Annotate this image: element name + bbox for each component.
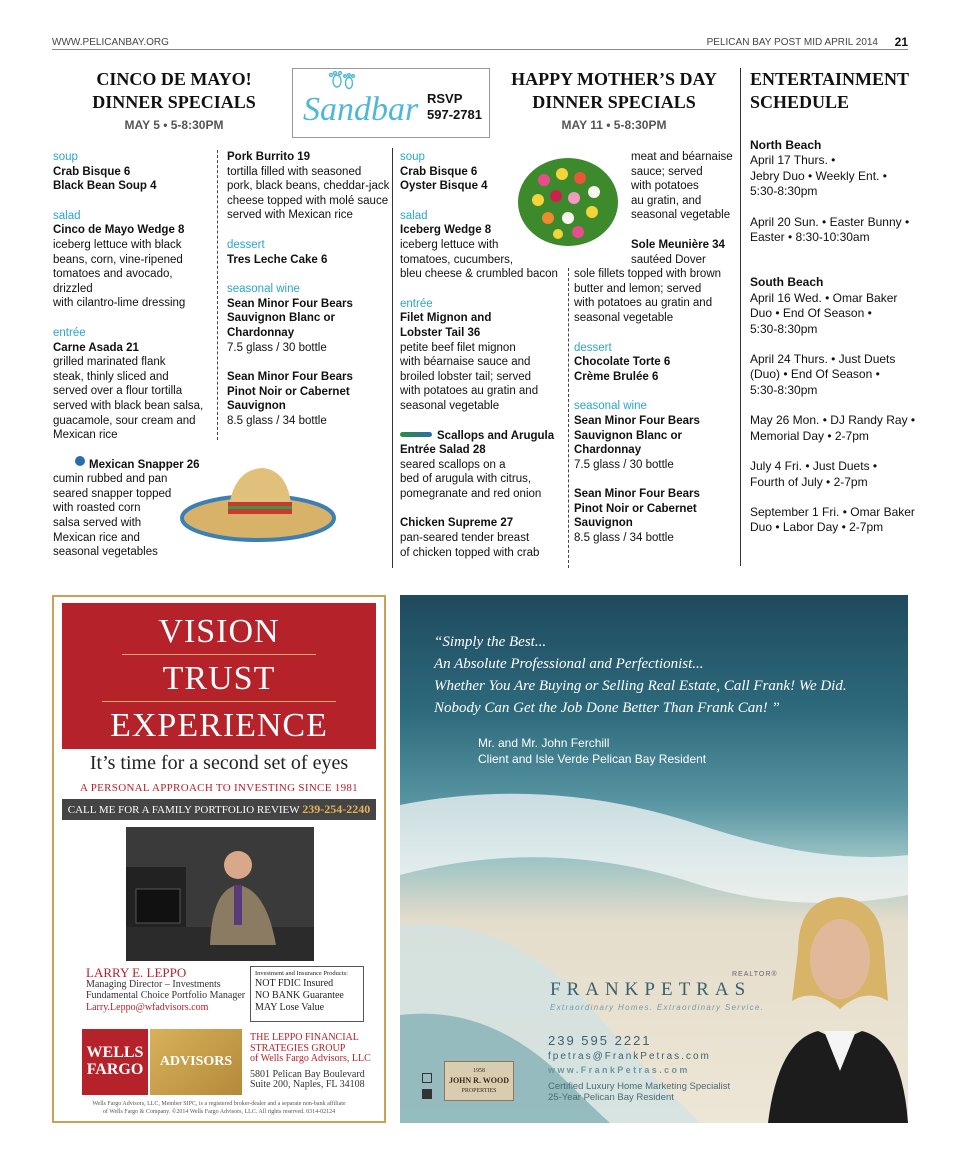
menu-item: Lobster Tail 36 bbox=[400, 326, 481, 339]
wine-price: 8.5 glass / 34 bottle bbox=[574, 532, 674, 545]
mothers-day-title: HAPPY MOTHER’S DAY bbox=[511, 69, 717, 89]
menu-category: dessert bbox=[574, 341, 612, 354]
menu-category: entrée bbox=[400, 297, 433, 310]
schedule-entry: September 1 Fri. • Omar Baker Duo • Labor Day • 2-7pm bbox=[750, 504, 915, 535]
advisor-role: Fundamental Choice Portfolio Manager bbox=[86, 990, 246, 1001]
ad-approach: A PERSONAL APPROACH TO INVESTING SINCE 1981 bbox=[80, 782, 358, 794]
menu-desc: seasonal vegetable bbox=[574, 311, 674, 324]
schedule-entry: April 20 Sun. • Easter Bunny • Easter • 8:30-10:30am bbox=[750, 214, 910, 245]
banner-trust: TRUST bbox=[162, 660, 276, 697]
disclosure-box bbox=[250, 966, 364, 1022]
sandbar-wordmark: Sandbar bbox=[303, 91, 419, 128]
address-line: Suite 200, Naples, FL 34108 bbox=[250, 1079, 365, 1090]
menu-item-name: Mexican Snapper 26 bbox=[89, 458, 200, 471]
publication-name: PELICAN BAY POST MID APRIL 2014 bbox=[706, 37, 878, 48]
author-name: Mr. and Mr. John Ferchill bbox=[478, 736, 610, 750]
agent-name: FRANKPETRAS bbox=[550, 979, 752, 1000]
menu-item: Chicken Supreme 27 bbox=[400, 517, 514, 530]
vision-banner bbox=[62, 603, 376, 749]
group-name: THE LEPPO FINANCIAL bbox=[250, 1032, 359, 1043]
advisors-logo: ADVISORS bbox=[150, 1029, 242, 1095]
agent-website: www.FrankPetras.com bbox=[548, 1065, 690, 1075]
menu-desc: served with Mexican rice bbox=[227, 209, 353, 222]
menu-desc: cheese topped with molé sauce bbox=[227, 194, 389, 207]
menu-desc: au gratin, and bbox=[631, 194, 702, 207]
wine-item: Sean Minor Four Bears bbox=[574, 414, 700, 427]
menu-desc: pan-seared tender breast bbox=[400, 532, 530, 545]
wells-fargo-logo bbox=[82, 1029, 148, 1095]
testimonial-author bbox=[478, 735, 706, 767]
ad-tagline: It’s time for a second set of eyes bbox=[89, 752, 349, 774]
call-phone: 239-254-2240 bbox=[302, 802, 371, 816]
wine-price: 7.5 glass / 30 bottle bbox=[574, 458, 674, 471]
menu-desc: seared scallops on a bbox=[400, 458, 506, 471]
menu-item: Entrée Salad 28 bbox=[400, 444, 486, 457]
menu-desc: petite beef filet mignon bbox=[400, 341, 516, 354]
rsvp-phone: 597-2781 bbox=[427, 107, 482, 122]
advisor-info bbox=[86, 967, 256, 1013]
menu-desc: seared snapper topped bbox=[53, 487, 172, 500]
menu-desc: iceberg lettuce with bbox=[400, 238, 499, 251]
cinco-date: MAY 5 • 5-8:30PM bbox=[124, 118, 224, 132]
rsvp-label: RSVP bbox=[427, 91, 463, 106]
menu-item bbox=[400, 429, 565, 444]
menu-desc: pomegranate and red onion bbox=[400, 487, 542, 500]
divider bbox=[102, 701, 336, 702]
menu-item: Pork Burrito 19 bbox=[227, 151, 311, 163]
disclosure-heading: Investment and Insurance Products: bbox=[255, 970, 348, 977]
entertainment-subtitle: SCHEDULE bbox=[750, 92, 850, 112]
menu-item: Crème Brulée 6 bbox=[574, 370, 659, 383]
credential-line: 25-Year Pelican Bay Resident bbox=[548, 1092, 674, 1103]
menu-desc: Mexican rice and bbox=[53, 531, 140, 544]
entertainment-header bbox=[750, 68, 909, 114]
menu-item: Cinco de Mayo Wedge 8 bbox=[53, 224, 185, 237]
menu-desc: seasonal vegetable bbox=[400, 399, 500, 412]
realtor-mark: REALTOR® bbox=[732, 971, 778, 978]
menu-item: Sole Meunière 34 bbox=[631, 238, 725, 251]
menu-item: Tres Leche Cake 6 bbox=[227, 253, 328, 266]
menu-category: entrée bbox=[53, 326, 86, 339]
agent-credentials bbox=[548, 1081, 730, 1103]
mothers-day-date: MAY 11 • 5-8:30PM bbox=[561, 118, 667, 132]
menu-desc: pork, black beans, cheddar-jack bbox=[227, 180, 390, 193]
schedule-entry: July 4 Fri. • Just Duets • Fourth of July • 2-7pm bbox=[750, 459, 878, 489]
menu-desc: with potatoes au gratin and bbox=[400, 385, 539, 398]
menu-item: Chocolate Torte 6 bbox=[574, 356, 671, 369]
menu-item: Crab Bisque 6 bbox=[400, 165, 478, 178]
wine-item: Sauvignon bbox=[227, 400, 286, 413]
call-banner bbox=[62, 799, 376, 820]
quote-line: Nobody Can Get the Job Done Better Than Frank Can! ” bbox=[434, 700, 780, 716]
disclosure-line: NOT FDIC Insured bbox=[255, 978, 334, 989]
seafood-watch-icon bbox=[75, 456, 85, 466]
menu-desc: cumin rubbed and pan bbox=[53, 473, 168, 486]
wine-item: Sean Minor Four Bears bbox=[227, 297, 353, 310]
quote-line: An Absolute Professional and Perfectionist... bbox=[434, 656, 704, 672]
menu-item: Carne Asada 21 bbox=[53, 341, 139, 354]
john-r-wood-logo bbox=[444, 1061, 514, 1101]
menu-item-name: Scallops and Arugula bbox=[437, 429, 555, 442]
page-number: 21 bbox=[894, 35, 908, 49]
menu-desc: served over a flour tortilla bbox=[53, 385, 183, 398]
wine-item: Sauvignon bbox=[574, 517, 633, 530]
advisor-title: Managing Director – Investments bbox=[86, 978, 221, 990]
fine-print-line: of Wells Fargo & Company. ©2014 Wells Fargo Advisors, LLC. All rights reserved. 0314-02124 bbox=[102, 1109, 336, 1115]
menu-category: seasonal wine bbox=[227, 283, 300, 296]
disclosure-line: NO BANK Guarantee bbox=[255, 990, 344, 1001]
author-desc: Client and Isle Verde Pelican Bay Resident bbox=[478, 752, 707, 766]
wine-item: Sauvignon Blanc or bbox=[227, 312, 335, 325]
menu-desc: served with black bean salsa, bbox=[53, 399, 204, 412]
menu-category: salad bbox=[400, 209, 428, 222]
address-line: 5801 Pelican Bay Boulevard bbox=[250, 1068, 365, 1080]
schedule-entry: May 26 Mon. • DJ Randy Ray • Memorial Day • 2-7pm bbox=[750, 413, 916, 443]
wine-price: 8.5 glass / 34 bottle bbox=[227, 414, 327, 427]
menu-category: soup bbox=[400, 151, 425, 163]
mothers-day-header bbox=[496, 68, 732, 132]
wine-item: Sean Minor Four Bears bbox=[574, 488, 700, 501]
menu-desc: tomatoes and avocado, drizzled bbox=[53, 268, 173, 295]
testimonial-quote bbox=[434, 631, 904, 719]
logo-line: WELLS bbox=[86, 1044, 144, 1061]
menu-item: Iceberg Wedge 8 bbox=[400, 224, 492, 237]
menu-desc: butter and lemon; served bbox=[574, 282, 702, 295]
cinco-subtitle: DINNER SPECIALS bbox=[92, 92, 256, 112]
advisor-email: Larry.Leppo@wfadvisors.com bbox=[86, 1001, 209, 1013]
agent-phone: 239 595 2221 bbox=[548, 1033, 652, 1048]
banner-experience: EXPERIENCE bbox=[110, 707, 328, 744]
menu-desc: grilled marinated flank bbox=[53, 356, 166, 369]
fine-print-line: Wells Fargo Advisors, LLC, Member SIPC, is a registered broker-dealer and a separate non-bank affiliate bbox=[92, 1101, 346, 1107]
advisor-photo bbox=[126, 827, 314, 961]
seafood-watch-icon bbox=[400, 432, 432, 437]
entertainment-title: ENTERTAINMENT bbox=[750, 69, 910, 89]
menu-desc: with potatoes au gratin and bbox=[574, 297, 713, 310]
wine-item: Pinot Noir or Cabernet bbox=[227, 385, 350, 398]
banner-vision: VISION bbox=[158, 613, 280, 650]
sombrero-image bbox=[178, 462, 338, 546]
menu-desc: seasonal vegetable bbox=[631, 209, 731, 222]
menu-desc: broiled lobster tail; served bbox=[400, 370, 532, 383]
quote-line: Whether You Are Buying or Selling Real Estate, Call Frank! We Did. bbox=[434, 678, 847, 694]
schedule-entry: April 16 Wed. • Omar Baker Duo • End Of Season • 5:30-8:30pm bbox=[750, 290, 898, 336]
logo-sub: PROPERTIES bbox=[461, 1088, 497, 1094]
menu-desc: guacamole, sour cream and bbox=[53, 414, 196, 427]
menu-desc: sole fillets topped with brown bbox=[574, 268, 722, 281]
menu-desc: sautéed Dover bbox=[631, 253, 706, 266]
menu-desc: steak, thinly sliced and bbox=[53, 370, 169, 383]
mothers-day-subtitle: DINNER SPECIALS bbox=[532, 92, 696, 112]
menu-desc: bed of arugula with citrus, bbox=[400, 473, 532, 486]
schedule-heading: South Beach bbox=[750, 275, 824, 290]
frank-petras-ad bbox=[400, 595, 908, 1123]
group-affil: of Wells Fargo Advisors, LLC bbox=[250, 1053, 371, 1064]
menu-desc: with roasted corn bbox=[53, 502, 141, 515]
menu-item: Oyster Bisque 4 bbox=[400, 180, 488, 193]
column-divider bbox=[568, 268, 569, 568]
menu-desc: of chicken topped with crab bbox=[400, 546, 540, 559]
advisor-name: LARRY E. LEPPO bbox=[86, 965, 187, 980]
cinco-title: CINCO DE MAYO! bbox=[96, 69, 252, 89]
group-info bbox=[250, 1033, 378, 1091]
cinco-menu-col2 bbox=[227, 150, 392, 429]
sandbar-logo-box bbox=[292, 68, 490, 138]
wine-item: Chardonnay bbox=[574, 444, 642, 457]
equal-housing-icon bbox=[422, 1073, 432, 1083]
menu-desc: with potatoes bbox=[631, 180, 699, 193]
group-name: STRATEGIES GROUP bbox=[250, 1042, 346, 1054]
disclosure-line: MAY Lose Value bbox=[255, 1002, 325, 1013]
menu-desc: tortilla filled with seasoned bbox=[227, 165, 362, 178]
menu-desc: iceberg lettuce with black bbox=[53, 238, 182, 251]
cinco-header bbox=[52, 68, 296, 132]
agent-photo bbox=[768, 891, 908, 1123]
realtor-icon bbox=[422, 1089, 432, 1099]
menu-desc: beans, corn, vine-ripened bbox=[53, 253, 183, 266]
menu-category: salad bbox=[53, 209, 81, 222]
wells-fargo-ad bbox=[52, 595, 386, 1123]
menu-category: seasonal wine bbox=[574, 400, 647, 413]
mothers-menu-col2 bbox=[574, 150, 738, 546]
wine-item: Pinot Noir or Cabernet bbox=[574, 502, 697, 515]
site-url: WWW.PELICANBAY.ORG bbox=[52, 37, 169, 48]
menu-desc: sauce; served bbox=[631, 165, 703, 178]
logo-year: 1958 bbox=[473, 1068, 485, 1074]
page-header bbox=[52, 36, 908, 50]
menu-desc: with cilantro-lime dressing bbox=[53, 297, 186, 310]
credential-line: Certified Luxury Home Marketing Specialist bbox=[548, 1081, 731, 1092]
column-divider bbox=[217, 150, 218, 440]
menu-desc: with béarnaise sauce and bbox=[400, 356, 531, 369]
logo-name: JOHN R. WOOD bbox=[448, 1076, 510, 1085]
quote-line: “Simply the Best... bbox=[434, 634, 547, 650]
column-divider bbox=[392, 148, 393, 568]
menu-item: Crab Bisque 6 bbox=[53, 165, 131, 178]
wine-item: Sauvignon Blanc or bbox=[574, 429, 682, 442]
menu-desc: bleu cheese & crumbled bacon bbox=[400, 268, 558, 281]
menu-desc: meat and béarnaise bbox=[631, 151, 733, 163]
menu-category: dessert bbox=[227, 238, 265, 251]
divider bbox=[122, 654, 316, 655]
menu-category: soup bbox=[53, 151, 78, 163]
menu-desc: Mexican rice bbox=[53, 429, 118, 442]
agent-email: fpetras@FrankPetras.com bbox=[548, 1051, 711, 1062]
schedule-entry: April 17 Thurs. • Jebry Duo • Weekly Ent. • 5:30-8:30pm bbox=[750, 153, 887, 199]
menu-desc: tomatoes, cucumbers, bbox=[400, 253, 514, 266]
agent-slogan: Extraordinary Homes. Extraordinary Service. bbox=[550, 1003, 765, 1012]
wine-price: 7.5 glass / 30 bottle bbox=[227, 341, 327, 354]
wine-item: Sean Minor Four Bears bbox=[227, 371, 353, 384]
call-text: CALL ME FOR A FAMILY PORTFOLIO REVIEW bbox=[67, 804, 300, 816]
menu-item: Filet Mignon and bbox=[400, 312, 492, 325]
entertainment-schedule bbox=[750, 138, 920, 551]
menu-desc: seasonal vegetables bbox=[53, 546, 158, 559]
fine-print bbox=[60, 1100, 378, 1116]
column-divider bbox=[740, 68, 741, 566]
schedule-entry: April 24 Thurs. • Just Duets (Duo) • End Of Season • 5:30-8:30pm bbox=[750, 352, 896, 397]
menu-desc: salsa served with bbox=[53, 517, 142, 530]
schedule-heading: North Beach bbox=[750, 138, 822, 152]
menu-item: Black Bean Soup 4 bbox=[53, 180, 157, 193]
wine-item: Chardonnay bbox=[227, 326, 295, 339]
logo-line: FARGO bbox=[86, 1061, 144, 1078]
